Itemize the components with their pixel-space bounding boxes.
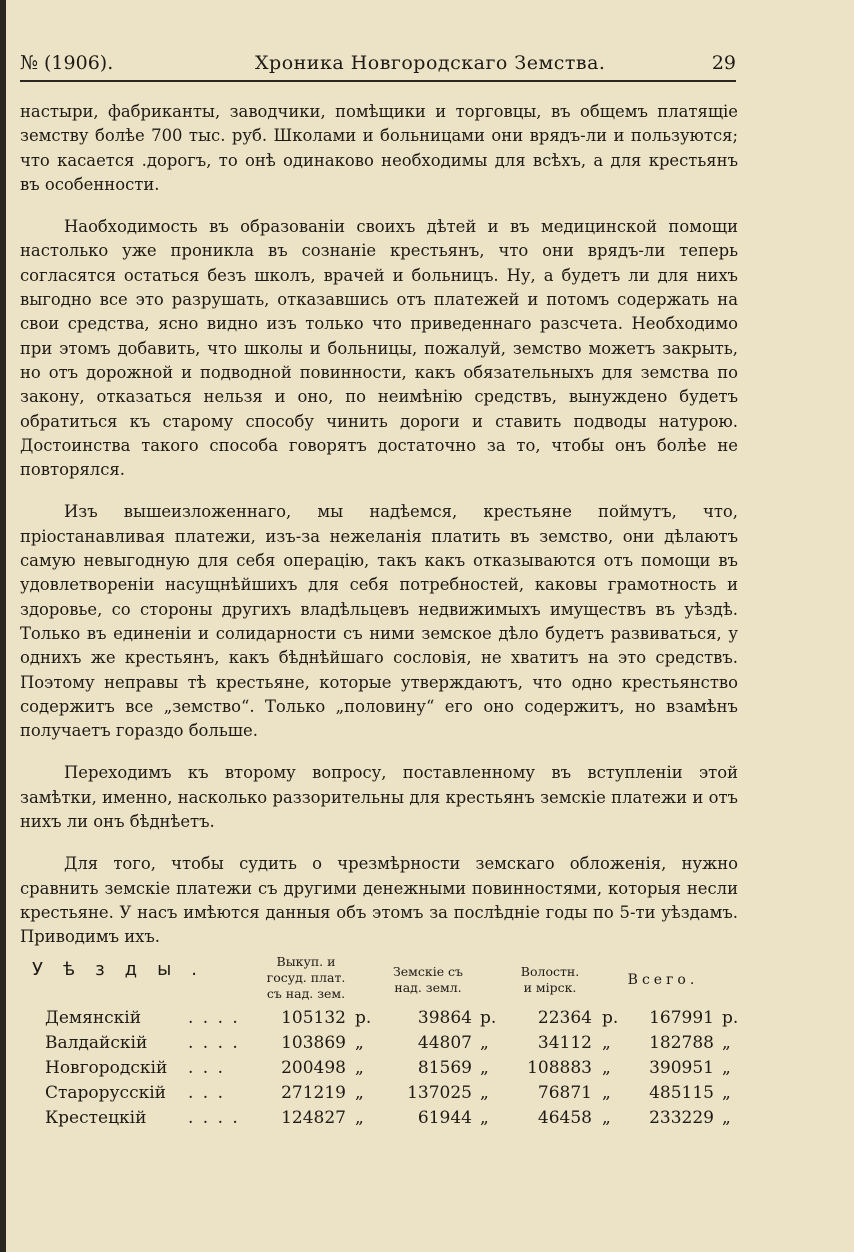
header-zemstvo: Земскіе съ над. земл. <box>392 964 464 995</box>
redemption-value: 200498 <box>281 1058 346 1078</box>
total-value: 233229 <box>649 1108 714 1128</box>
unit: р. <box>722 1008 739 1028</box>
zemstvo-value: 137025 <box>407 1083 472 1103</box>
table-header <box>20 952 738 1008</box>
leader-dots: . . . <box>188 1083 226 1103</box>
unit: „ <box>602 1083 611 1103</box>
redemption-value: 271219 <box>281 1083 346 1103</box>
leader-dots: . . . . <box>188 1008 240 1028</box>
zemstvo-value: 61944 <box>417 1108 472 1128</box>
paragraph: Наобходимость въ образованіи своихъ дѣтей и въ медицинской помощи настолько уже проникла въ сознаніе крестьянъ, что они врядъ-ли теперь согласятся остаться безъ школъ, врачей и больницъ. Ну, а будетъ ли для нихъ выгодно все это разрушать, отказавшись отъ платежей и потомъ содержать на свои средства, ясно видно изъ только что приведеннаго разсчета. Необходимо при этомъ добавить, что школы и больницы, пожалуй, земство можетъ закрыть, но отъ дорожной и подводной повинности, какъ обязательныхъ для земства по закону, отказаться нельзя и оно, по неимѣнію средствъ, вынуждено будетъ обратиться къ старому способу чинить дороги и ставить подводы натурою. Достоинства такого способа говорятъ достаточно за то, чтобы онъ болѣе не повторялся. <box>20 217 738 480</box>
zemstvo-value: 81569 <box>417 1058 472 1078</box>
unit: „ <box>722 1058 731 1078</box>
total-value: 182788 <box>649 1033 714 1053</box>
total-value: 390951 <box>649 1058 714 1078</box>
table-row <box>20 1058 738 1083</box>
issue-number: № (1906). <box>20 52 114 74</box>
total-value: 167991 <box>649 1008 714 1028</box>
header-uezd: Уѣзды. <box>32 959 218 980</box>
unit: „ <box>355 1058 364 1078</box>
redemption-value: 105132 <box>281 1008 346 1028</box>
unit: „ <box>355 1108 364 1128</box>
running-header <box>20 52 736 78</box>
unit: „ <box>480 1108 489 1128</box>
total-value: 485115 <box>649 1083 714 1103</box>
article-body <box>20 100 738 968</box>
unit: „ <box>480 1033 489 1053</box>
unit: р. <box>602 1008 619 1028</box>
unit: р. <box>355 1008 372 1028</box>
leader-dots: . . . . <box>188 1108 240 1128</box>
header-redemption: Выкуп. и госуд. плат. съ над. зем. <box>266 954 346 1001</box>
unit: р. <box>480 1008 497 1028</box>
table-row <box>20 1083 738 1108</box>
zemstvo-value: 44807 <box>417 1033 472 1053</box>
unit: „ <box>722 1108 731 1128</box>
unit: „ <box>480 1058 489 1078</box>
page-edge <box>0 0 6 1252</box>
header-total: Всего. <box>627 972 699 988</box>
leader-dots: . . . <box>188 1058 226 1078</box>
uezd-name: Демянскій <box>45 1008 142 1028</box>
volost-value: 22364 <box>537 1008 592 1028</box>
table-row <box>20 1108 738 1133</box>
leader-dots: . . . . <box>188 1033 240 1053</box>
paragraph: Переходимъ къ второму вопросу, поставленному въ вступленіи этой замѣтки, именно, насколько раззорительны для крестьянъ земскіе платежи и отъ нихъ ли онъ бѣднѣетъ. <box>20 763 738 832</box>
unit: „ <box>355 1033 364 1053</box>
unit: „ <box>722 1033 731 1053</box>
table-row <box>20 1008 738 1033</box>
unit: „ <box>602 1058 611 1078</box>
unit: „ <box>722 1083 731 1103</box>
volost-value: 108883 <box>527 1058 592 1078</box>
header-rule <box>20 80 736 82</box>
zemstvo-value: 39864 <box>417 1008 472 1028</box>
uezd-name: Старорусскій <box>45 1083 166 1103</box>
redemption-value: 103869 <box>281 1033 346 1053</box>
uezd-name: Новгородскій <box>45 1058 168 1078</box>
paragraph: Изъ вышеизложеннаго, мы надѣемся, крестьяне поймутъ, что, пріостанавливая платежи, изъ-за нежеланія платить въ земство, они дѣлаютъ самую невыгодную для себя операцію, такъ какъ отказываются отъ помощи въ удовлетвореніи насущнѣйшихъ для себя потребностей, каковы грамотность и здоровье, со стороны другихъ владѣльцевъ недвижимыхъ имуществъ въ уѣздѣ. Только въ единеніи и солидарности съ ними земское дѣло будетъ развиваться, у однихъ же крестьянъ, какъ бѣднѣйшаго сословія, не хватитъ на это средствъ. Поэтому неправы тѣ крестьяне, которые утверждаютъ, что одно крестьянство содержитъ все „земство“. Только „половину“ его оно содержитъ, но взамѣнъ получаетъ гораздо больше. <box>20 502 738 741</box>
redemption-value: 124827 <box>281 1108 346 1128</box>
unit: „ <box>480 1083 489 1103</box>
uezd-name: Крестецкій <box>45 1108 147 1128</box>
unit: „ <box>602 1108 611 1128</box>
uezd-name: Валдайскій <box>45 1033 148 1053</box>
volost-value: 76871 <box>537 1083 592 1103</box>
paragraph: Для того, чтобы судить о чрезмѣрности земскаго обложенія, нужно сравнить земскіе платежи съ другими денежными повинностями, которыя несли крестьяне. У насъ имѣются данныя объ этомъ за послѣдніе годы по 5-ти уѣздамъ. Приводимъ ихъ. <box>20 854 738 947</box>
unit: „ <box>602 1033 611 1053</box>
volost-value: 46458 <box>537 1108 592 1128</box>
unit: „ <box>355 1083 364 1103</box>
journal-title: Хроника Новгородскаго Земства. <box>255 52 606 74</box>
header-volost: Волостн. и мірск. <box>520 964 580 995</box>
payments-table <box>20 952 738 1133</box>
paragraph: настыри, фабриканты, заводчики, помѣщики и торговцы, въ общемъ платящіе земству болѣе 700 тыс. руб. Школами и больницами они врядъ-ли и пользуются; что касается .дорогъ, то онѣ одинаково необходимы для всѣхъ, а для крестьянъ въ особенности. <box>20 102 738 194</box>
table-row <box>20 1033 738 1058</box>
volost-value: 34112 <box>537 1033 592 1053</box>
page-number: 29 <box>711 52 736 74</box>
